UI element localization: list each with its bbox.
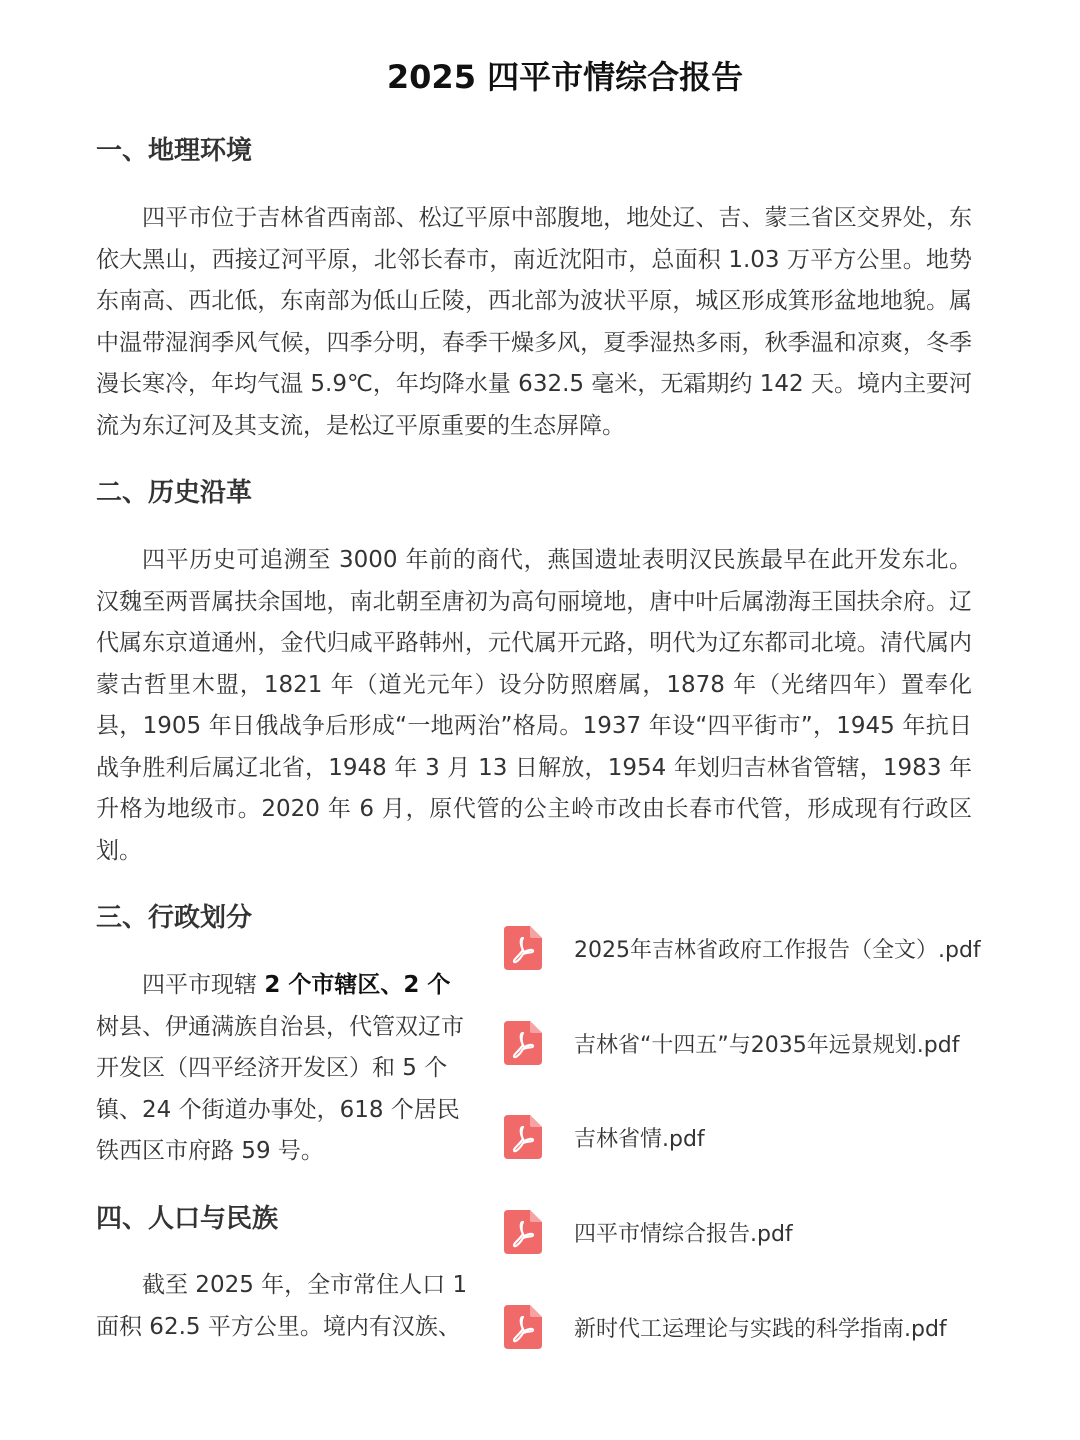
pdf-icon xyxy=(504,1115,542,1159)
pdf-icon xyxy=(504,1021,542,1065)
admin-bold-text: 2 个市辖区、2 个 xyxy=(264,972,451,998)
pdf-icon xyxy=(504,926,542,970)
pdf-icon xyxy=(504,1305,542,1349)
section-heading-administration: 三、行政划分 xyxy=(96,903,253,933)
admin-line-1: 四平市现辖 xyxy=(142,972,257,998)
section-heading-population: 四、人口与民族 xyxy=(96,1204,279,1234)
file-name: 四平市情综合报告.pdf xyxy=(574,1221,793,1247)
section-paragraph-administration xyxy=(96,965,476,1175)
population-line-2: 面积 62.5 平方公里。境内有汉族、 xyxy=(96,1313,461,1340)
file-item[interactable] xyxy=(504,1202,1044,1262)
admin-line-5: 铁西区市府路 59 号。 xyxy=(96,1138,324,1164)
file-item[interactable] xyxy=(504,1107,1044,1167)
section-heading-geography: 一、地理环境 xyxy=(96,136,253,166)
file-name: 2025年吉林省政府工作报告（全文）.pdf xyxy=(574,937,981,963)
section-paragraph-geography: 四平市位于吉林省西南部、松辽平原中部腹地，地处辽、吉、蒙三省区交界处，东依大黑山，西接辽河平原，北邻长春市，南近沈阳市，总面积 1.03 万平方公里。地势东南高、西北低，东南部为低山丘陵，西北部为波状平原，城区形成箕形盆地地貌。属中温带湿润季风气候，四季分明，春季干燥多风，夏季湿热多雨，秋季温和凉爽，冬季漫长寒冷，年均气温 5.9℃，年均降水量 632.5 毫米，无霜期约 142 天。境内主要河流为东辽河及其支流，是松辽平原重要的生态屏障。 xyxy=(96,205,972,439)
file-name: 吉林省情.pdf xyxy=(574,1126,705,1152)
file-name: 新时代工运理论与实践的科学指南.pdf xyxy=(574,1316,947,1342)
admin-line-3: 开发区（四平经济开发区）和 5 个 xyxy=(96,1055,448,1081)
section-paragraph-history: 四平历史可追溯至 3000 年前的商代，燕国遗址表明汉民族最早在此开发东北。汉魏至两晋属扶余国地，南北朝至唐初为高句丽境地，唐中叶后属渤海王国扶余府。辽代属东京道通州，金代归咸平路韩州，元代属开元路，明代为辽东都司北境。清代属内蒙古哲里木盟，1821 年（道光元年）设分防照磨属，1878 年（光绪四年）置奉化县，1905 年日俄战争后形成“一地两治”格局。1937 年设“四平街市”，1945 年抗日战争胜利后属辽北省，1948 年 3 月 13 日解放，1954 年划归吉林省管辖，1983 年升格为地级市。2020 年 6 月，原代管的公主岭市改由长春市代管，形成现有行政区划。 xyxy=(96,547,972,864)
admin-line-2: 树县、伊通满族自治县，代管双辽市 xyxy=(96,1013,464,1040)
document-title: 2025 四平市情综合报告 xyxy=(386,58,744,96)
section-paragraph-population xyxy=(96,1265,476,1355)
pdf-icon xyxy=(504,1210,542,1254)
admin-line-4: 镇、24 个街道办事处，618 个居民 xyxy=(96,1096,460,1123)
file-item[interactable] xyxy=(504,1297,1044,1357)
population-line-1: 截至 2025 年，全市常住人口 1 xyxy=(142,1272,468,1298)
file-item[interactable] xyxy=(504,918,1044,978)
file-name: 吉林省“十四五”与2035年远景规划.pdf xyxy=(574,1032,960,1058)
section-heading-history: 二、历史沿革 xyxy=(96,478,253,508)
file-item[interactable] xyxy=(504,1013,1044,1073)
